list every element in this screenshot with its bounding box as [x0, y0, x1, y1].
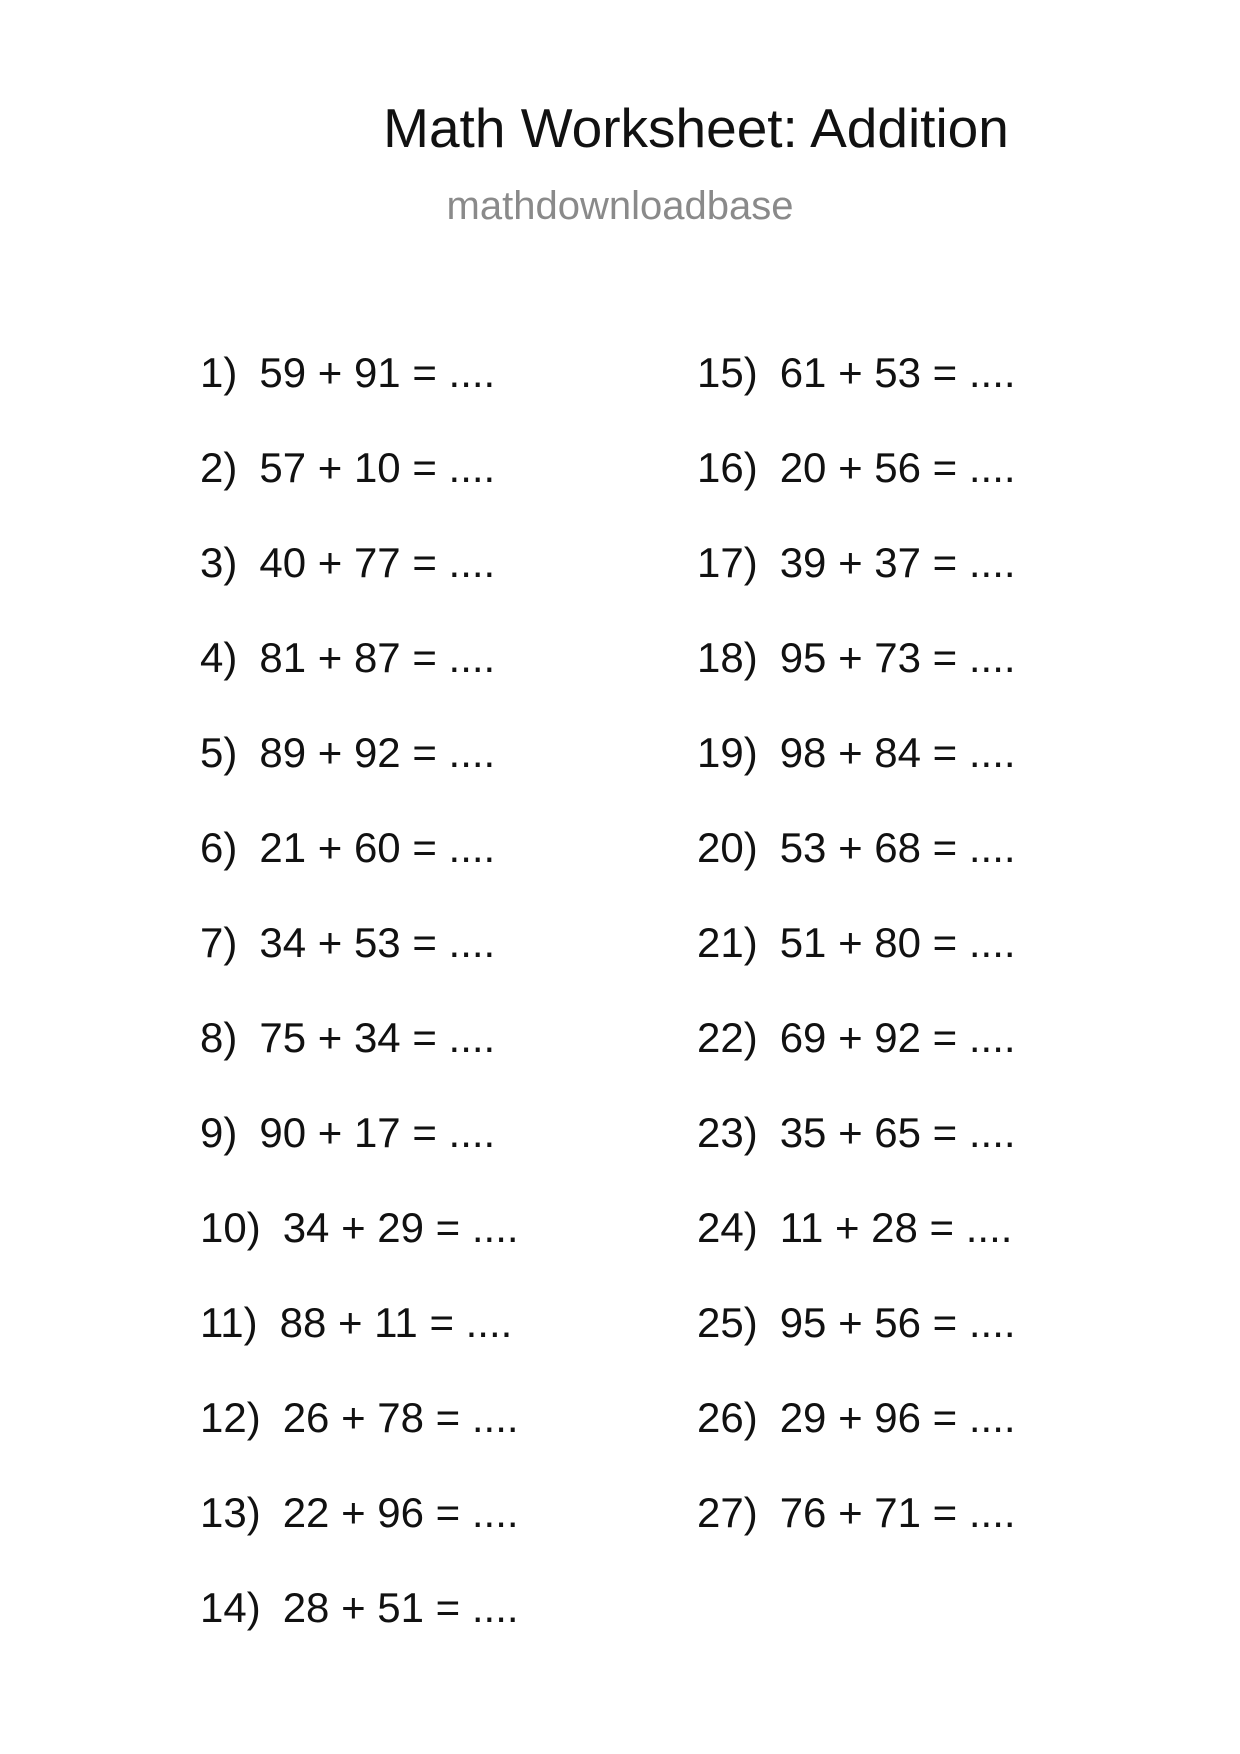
problem-expression: 35 + 65 = .... [779, 1109, 1016, 1156]
problem-number: 21) [697, 919, 758, 966]
problem-number: 24) [697, 1204, 758, 1251]
problem-number: 19) [697, 729, 758, 776]
worksheet-subtitle: mathdownloadbase [446, 184, 794, 228]
problem-number: 12) [200, 1394, 261, 1441]
problem-number: 18) [697, 634, 758, 681]
problem-number: 6) [200, 824, 238, 871]
problem-number: 10) [200, 1204, 261, 1251]
problem-column-left [200, 348, 519, 1678]
problem-number: 22) [697, 1014, 758, 1061]
problem-expression: 61 + 53 = .... [779, 349, 1016, 396]
problem-number: 4) [200, 634, 238, 681]
problem-expression: 59 + 91 = .... [259, 349, 496, 396]
problem-number: 20) [697, 824, 758, 871]
problem-expression: 89 + 92 = .... [259, 729, 496, 776]
problem-number: 11) [200, 1299, 258, 1346]
problem-item [200, 1298, 519, 1393]
problem-item [697, 348, 1016, 443]
problem-number: 17) [697, 539, 758, 586]
problem-number: 8) [200, 1014, 238, 1061]
problem-item [200, 348, 519, 443]
problem-expression: 28 + 51 = .... [282, 1584, 519, 1631]
problem-item [697, 728, 1016, 823]
problem-expression: 34 + 29 = .... [282, 1204, 519, 1251]
problem-number: 26) [697, 1394, 758, 1441]
problem-item [697, 823, 1016, 918]
problem-expression: 90 + 17 = .... [259, 1109, 496, 1156]
problem-item [200, 538, 519, 633]
problem-expression: 88 + 11 = .... [279, 1299, 513, 1346]
problem-expression: 34 + 53 = .... [259, 919, 496, 966]
problem-expression: 20 + 56 = .... [779, 444, 1016, 491]
problem-expression: 39 + 37 = .... [779, 539, 1016, 586]
problem-item [697, 538, 1016, 633]
problem-expression: 51 + 80 = .... [779, 919, 1016, 966]
problem-item [200, 1583, 519, 1678]
problem-expression: 75 + 34 = .... [259, 1014, 496, 1061]
problem-item [697, 633, 1016, 728]
problem-number: 15) [697, 349, 758, 396]
problem-item [200, 1393, 519, 1488]
problem-number: 16) [697, 444, 758, 491]
problem-number: 5) [200, 729, 238, 776]
problem-expression: 57 + 10 = .... [259, 444, 496, 491]
problem-item [200, 1203, 519, 1298]
problem-number: 2) [200, 444, 238, 491]
problem-expression: 21 + 60 = .... [259, 824, 496, 871]
problem-expression: 26 + 78 = .... [282, 1394, 519, 1441]
problem-expression: 53 + 68 = .... [779, 824, 1016, 871]
problem-number: 1) [200, 349, 238, 396]
problem-item [697, 1013, 1016, 1108]
problem-expression: 76 + 71 = .... [779, 1489, 1016, 1536]
problem-item [200, 1488, 519, 1583]
problem-expression: 81 + 87 = .... [259, 634, 496, 681]
problem-expression: 22 + 96 = .... [282, 1489, 519, 1536]
problem-item [200, 633, 519, 728]
problem-column-right [697, 348, 1016, 1583]
problem-expression: 95 + 73 = .... [779, 634, 1016, 681]
problem-item [697, 918, 1016, 1013]
problem-item [697, 1393, 1016, 1488]
problem-number: 7) [200, 919, 238, 966]
problem-item [200, 1013, 519, 1108]
problem-expression: 40 + 77 = .... [259, 539, 496, 586]
problem-expression: 29 + 96 = .... [779, 1394, 1016, 1441]
problem-expression: 69 + 92 = .... [779, 1014, 1016, 1061]
problem-item [697, 1298, 1016, 1393]
problem-item [697, 1488, 1016, 1583]
problem-item [697, 443, 1016, 538]
problem-expression: 95 + 56 = .... [779, 1299, 1016, 1346]
problem-item [200, 823, 519, 918]
problem-number: 3) [200, 539, 238, 586]
problem-expression: 11 + 28 = .... [779, 1204, 1013, 1251]
problem-item [200, 443, 519, 538]
problem-item [697, 1108, 1016, 1203]
problem-number: 25) [697, 1299, 758, 1346]
worksheet-title: Math Worksheet: Addition [383, 97, 1009, 159]
problem-number: 14) [200, 1584, 261, 1631]
problem-item [200, 1108, 519, 1203]
problem-expression: 98 + 84 = .... [779, 729, 1016, 776]
problem-number: 9) [200, 1109, 238, 1156]
problem-item [200, 918, 519, 1013]
problem-item [200, 728, 519, 823]
problem-item [697, 1203, 1016, 1298]
problem-number: 23) [697, 1109, 758, 1156]
problem-number: 13) [200, 1489, 261, 1536]
problem-number: 27) [697, 1489, 758, 1536]
